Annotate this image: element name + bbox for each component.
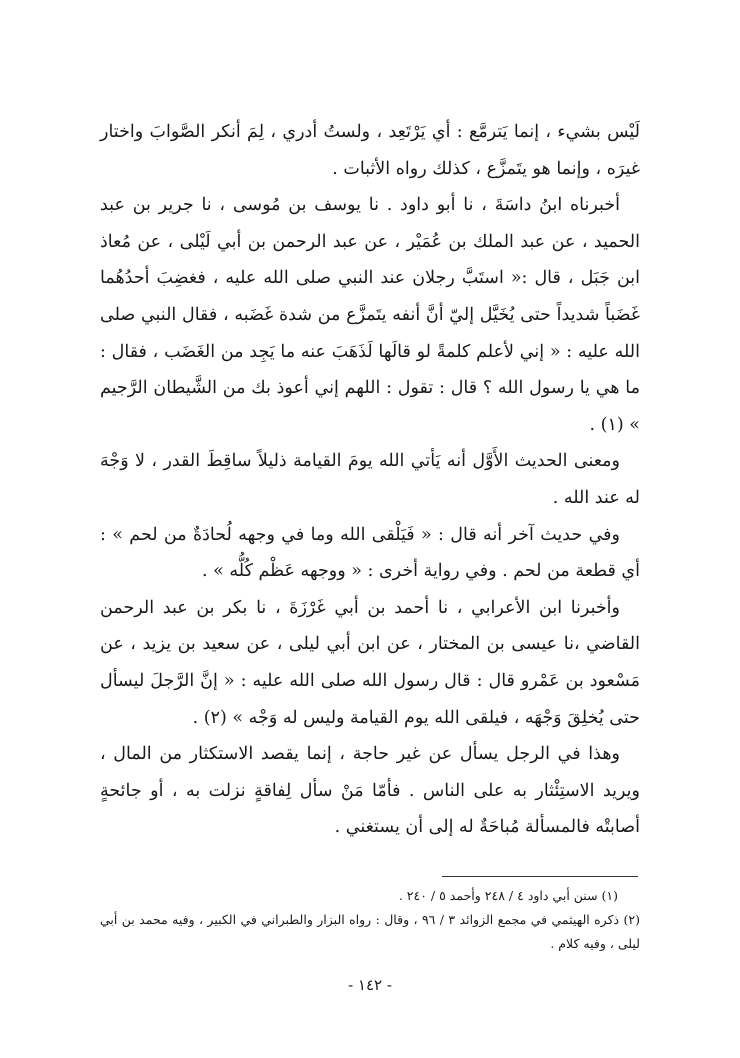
paragraph-6: وهذا في الرجل يسأل عن غير حاجة ، إنما يقصد الاستكثار من المال ، ويريد الاستِئْثار به على الناس . فأمّا مَنْ سأل لِفاقةٍ نزلت به ، أو جائحةٍ أصابتْه فالمسألة مُباحَةٌ له إلى أن يستغني . bbox=[100, 744, 640, 838]
paragraph-2: أخبرناه ابنُ داسَةَ ، نا أبو داود . نا يوسف بن مُوسى ، نا جرير بن عبد الحميد ، عن عبد الملك بن عُمَيْر ، عن عبد الرحمن بن أبي لَيْلى ، عن مُعاذ ابن جَبَل ، قال :« استَبَّ رجلان عند النبي صلى الله عليه ، فغضِبَ أحدُهُما غَضَباً شديداً حتى يُخَيَّل إليّ أنَّ أنفه يتَمزَّع من شدة غَضَبه ، فقال النبي صلى الله عليه : « إني لأعلم كلمةً لو قالَها لَذَهَبَ عنه ما يَجِد من الغَضَب ، فقال : ما هي يا رسول الله ؟ قال : تقول : اللهم إني أعوذ بك من الشَّيطان الرَّجيم » (١) . bbox=[100, 195, 640, 435]
paragraph-3: ومعنى الحديث الأَوَّل أنه يَأتي الله يومَ القيامة ذليلاً ساقِطَ القدر ، لا وَجْهَ له عند الله . bbox=[100, 451, 640, 508]
main-text bbox=[100, 114, 640, 846]
footnote-divider bbox=[442, 876, 638, 877]
paragraph-4: وفي حديث آخر أنه قال : « فَيَلْقى الله وما في وجهه لُحادَةٌ من لحم » : أي قطعة من لحم . وفي رواية أخرى : « ووجهه عَظْم كُلُّه » . bbox=[100, 524, 640, 582]
footnote-1: (١) سنن أبي داود ٤ / ٢٤٨ وأحمد ٥ / ٢٤٠ . bbox=[398, 888, 618, 903]
paragraph-5: وأخبرنا ابن الأعرابي ، نا أحمد بن أبي غَرْزَةَ ، نا بكر بن عبد الرحمن القاضي ،نا عيسى بن المختار ، عن ابن أبي ليلى ، عن سعيد بن يزيد ، عن مَسْعود بن عَمْرو قال : قال رسول الله صلى الله عليه : « إنَّ الرَّجلَ ليسأل حتى يُخلِقَ وَجْهَه ، فيلقى الله يوم القيامة وليس له وَجْه » (٢) . bbox=[100, 597, 640, 728]
page-number: - ١٤٢ - bbox=[348, 976, 392, 994]
paragraph-1: لَيْس بشيء ، إنما يَترمَّع : أي يَرْتَعِد ، ولستُ أدري ، لِمَ أنكر الصَّوابَ واختار غيرَه ، وإنما هو يتَمزَّع ، كذلك رواه الأثبات . bbox=[100, 122, 640, 179]
footnotes bbox=[100, 884, 640, 956]
footnote-2: (٢) ذكره الهيثمي في مجمع الزوائد ٣ / ٩٦ ، وقال : رواه البزار والطبراني في الكبير ، وفيه محمد بن أبي ليلى ، وفيه كلام . bbox=[100, 912, 640, 951]
